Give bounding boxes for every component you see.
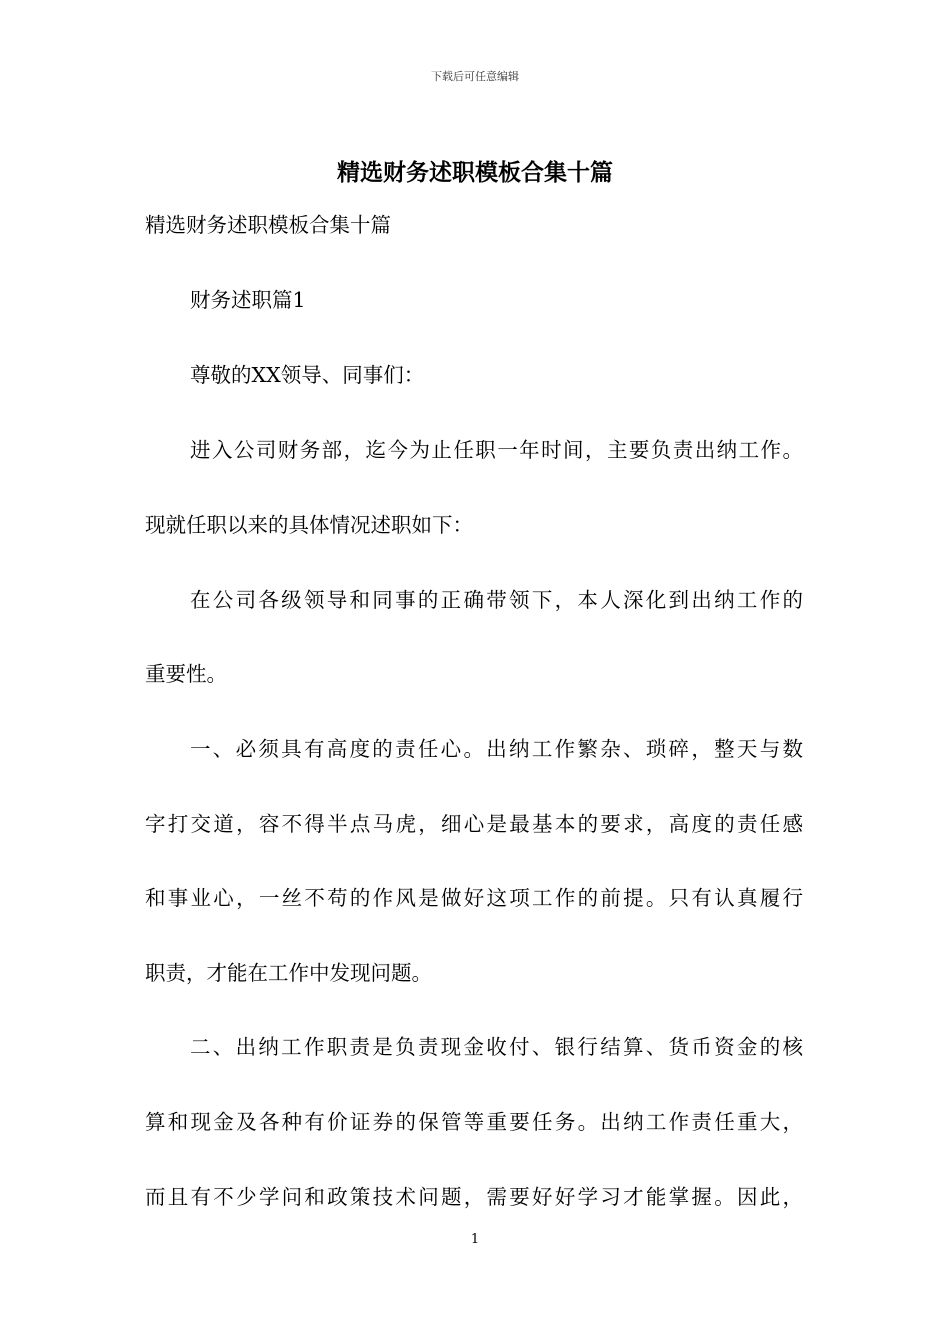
body-line-salutation: 尊敬的XX领导、同事们： [190, 363, 425, 387]
body-line: 和事业心，一丝不苟的作风是做好这项工作的前提。只有认真履行 [145, 886, 803, 910]
body-line: 字打交道，容不得半点马虎，细心是最基本的要求，高度的责任感 [145, 812, 803, 836]
body-line: 进入公司财务部，迄今为止任职一年时间，主要负责出纳工作。 [190, 438, 803, 462]
body-line: 重要性。 [145, 662, 227, 686]
body-line-section-heading: 财务述职篇1 [190, 288, 306, 312]
body-line: 一、必须具有高度的责任心。出纳工作繁杂、琐碎，整天与数 [190, 737, 803, 761]
document-title: 精选财务述职模板合集十篇 [337, 159, 613, 186]
body-line: 在公司各级领导和同事的正确带领下，本人深化到出纳工作的 [190, 588, 803, 612]
body-line: 二、出纳工作职责是负责现金收付、银行结算、货币资金的核 [190, 1035, 803, 1059]
body-line-subtitle: 精选财务述职模板合集十篇 [145, 213, 391, 237]
body-line: 职责，才能在工作中发现问题。 [145, 961, 432, 985]
body-line: 而且有不少学问和政策技术问题，需要好好学习才能掌握。因此， [145, 1185, 803, 1209]
body-line: 算和现金及各种有价证券的保管等重要任务。出纳工作责任重大， [145, 1110, 803, 1134]
page-header-note: 下载后可任意编辑 [431, 70, 519, 83]
page-number: 1 [470, 1232, 480, 1247]
body-line: 现就任职以来的具体情况述职如下： [145, 513, 473, 537]
